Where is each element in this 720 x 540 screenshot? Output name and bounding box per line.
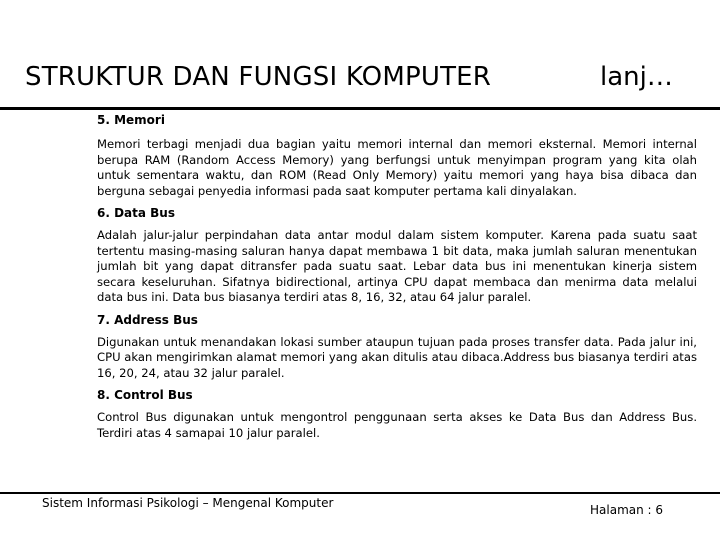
continued-label: lanj… xyxy=(600,62,673,92)
section-body-address-bus: Digunakan untuk menandakan lokasi sumber ataupun tujuan pada proses transfer data. Pada jalur ini, CPU akan mengirimkan alamat memori yang akan ditulis atau dibaca.Address bus biasanya terdiri atas 16, 20, 24, atau 32 jalur paralel. xyxy=(97,334,697,380)
footer-divider xyxy=(0,492,720,494)
header-divider xyxy=(0,107,720,110)
section-body-memori: Memori terbagi menjadi dua bagian yaitu memori internal dan memori eksternal. Memori internal berupa RAM (Random Access Memory) yang berfungsi untuk menyimpan program yang kita olah untuk sementara waktu, dan ROM (Read Only Memory) yaitu memori yang haya bisa dibaca dan berguna sebagai penyedia informasi pada saat komputer pertama kali dinyalakan. xyxy=(97,137,697,198)
section-body-control-bus: Control Bus digunakan untuk mengontrol penggunaan serta akses ke Data Bus dan Address Bus. Terdiri atas 4 samapai 10 jalur paralel. xyxy=(97,410,697,440)
section-body-data-bus: Adalah jalur-jalur perpindahan data antar modul dalam sistem komputer. Karena pada suatu saat tertentu masing-masing saluran hanya dapat membawa 1 bit data, maka jumlah saluran menentukan jumlah bit yang dapat ditransfer pada suatu saat. Lebar data bus ini menentukan kinerja sistem secara keseluruhan. Sifatnya bidirectional, artinya CPU dapat membaca dan menirma data melalui data bus ini. Data bus biasanya terdiri atas 8, 16, 32, atau 64 jalur paralel. xyxy=(97,228,697,304)
section-heading-data-bus: 6. Data Bus xyxy=(97,206,175,220)
section-heading-memori: 5. Memori xyxy=(97,113,165,127)
slide-content xyxy=(97,112,697,441)
section-heading-control-bus: 8. Control Bus xyxy=(97,388,193,402)
footer-course-title: Sistem Informasi Psikologi – Mengenal Komputer xyxy=(42,496,334,510)
page-number: Halaman : 6 xyxy=(590,503,664,517)
section-heading-address-bus: 7. Address Bus xyxy=(97,312,198,327)
slide-title: STRUKTUR DAN FUNGSI KOMPUTER xyxy=(25,62,492,92)
